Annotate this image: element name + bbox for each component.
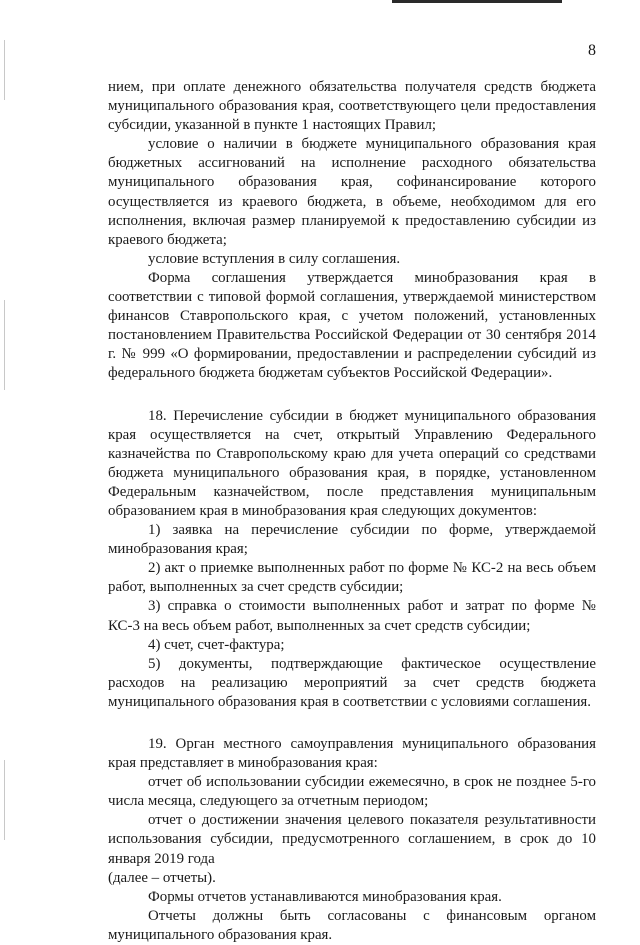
paragraph: Отчеты должны быть согласованы с финансовым органом муниципального образования края.	[108, 907, 596, 943]
paragraph: условие вступления в силу соглашения.	[148, 250, 401, 267]
list-item: 4) счет, счет-фактура;	[148, 636, 285, 653]
list-item: 2) акт о приемке выполненных работ по форме № КС-2 на весь объем работ, выполненных за счет средств субсидии;	[108, 560, 596, 596]
paragraph: отчет о достижении значения целевого показателя результативности использования субсидии, предусмотренного соглашением, в срок до 10 января 2019 года	[108, 812, 596, 867]
list-item: 5) документы, подтверждающие фактическое осуществление расходов на реализацию мероприятий за счет средств бюджета муниципального образования края в соответствии с условиями соглашения.	[108, 655, 596, 710]
paragraph: нием, при оплате денежного обязательства получателя средств бюджета муниципального образования края, соответствующего цели предоставления субсидии, указанной в пункте 1 настоящих Правил;	[108, 79, 596, 134]
top-rule	[392, 0, 562, 3]
paragraph: Форма соглашения утверждается минобразования края в соответствии с типовой формой соглашения, утверждаемой министерством финансов Ставропольского края, с учетом положений, установленных постановлением Правительства Российской Федерации от 30 сентября 2014 г. № 999 «О формировании, предоставлении и распределении субсидий из федерального бюджета бюджетам субъектов Российской Федерации».	[108, 269, 596, 382]
scan-edge-mark	[4, 760, 5, 840]
paragraph: условие о наличии в бюджете муниципального образования края бюджетных ассигнований на исполнение расходного обязательства муниципального образования края, софинансирование которого осуществляется из краевого бюджета, в объеме, необходимом для его исполнения, включая размер планируемой к предоставлению субсидии из краевого бюджета;	[108, 136, 596, 248]
page-number: 8	[588, 42, 596, 59]
scan-edge-mark	[4, 300, 5, 390]
paragraph: 18. Перечисление субсидии в бюджет муниципального образования края осуществляется на счет, открытый Управлению Федерального казначейства по Ставропольскому краю для учета операций со средствами бюджета муниципального образования края, в порядке, установленном Федеральным казначейством, после представления муниципальным образованием края в минобразования края следующих документов:	[108, 407, 596, 519]
list-item: 3) справка о стоимости выполненных работ и затрат по форме № КС-3 на весь объем работ, выполненных за счет средств субсидии;	[108, 598, 596, 634]
list-item: 1) заявка на перечисление субсидии по форме, утверждаемой минобразования края;	[108, 522, 596, 558]
paragraph: 19. Орган местного самоуправления муниципального образования края представляет в минобразования края:	[108, 736, 596, 772]
paragraph: Формы отчетов устанавливаются минобразования края.	[148, 888, 502, 905]
paragraph: (далее – отчеты).	[108, 869, 216, 886]
document-body	[108, 78, 596, 945]
scan-edge-mark	[4, 40, 5, 100]
paragraph: отчет об использовании субсидии ежемесячно, в срок не позднее 5-го числа месяца, следующего за отчетным периодом;	[108, 774, 596, 810]
